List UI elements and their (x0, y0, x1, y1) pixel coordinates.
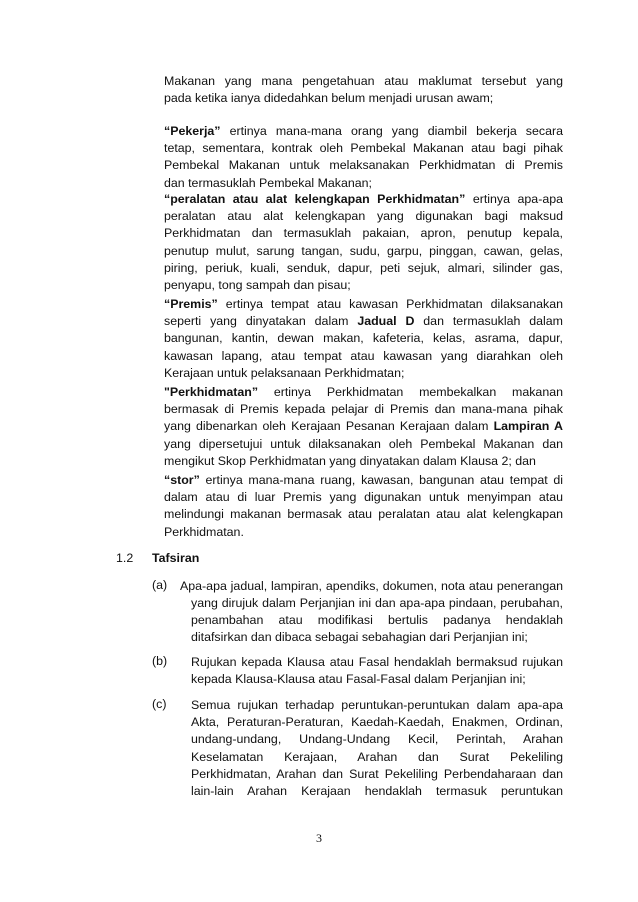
text-line: pada ketika ianya didedahkan belum menjadi urusan awam; (164, 91, 494, 106)
text-line: ertinya apa-apa (465, 192, 563, 206)
text-line: penyapu, tong sampah dan pisau; (164, 278, 351, 293)
text-line: kepada Klausa-Klausa atau Fasal-Fasal dalam Perjanjian ini; (191, 672, 526, 687)
text-line: ertinya mana-mana orang yang diambil bekerja secara (220, 124, 563, 138)
text-line: Pembekal Makanan untuk melaksanakan Perkhidmatan di Premis (164, 158, 563, 173)
text-line: tetap, sementara, kontrak oleh Pembekal Makanan atau bagi pihak (164, 141, 563, 156)
text-line: lain-lain Arahan Kerajaan hendaklah termasuk peruntukan (191, 784, 563, 799)
text-line: mengikut Skop Perkhidmatan yang dinyatakan dalam Klausa 2; dan (164, 453, 536, 468)
text-line: dan termasuklah Pembekal Makanan; (164, 175, 373, 190)
section-number: 1.2 (116, 551, 134, 565)
item-b-body (191, 654, 563, 688)
text-line: Kerajaan untuk pelaksanaan Perkhidmatan; (164, 365, 405, 380)
text-line: yang dibenarkan oleh Kerajaan Pesanan Kerajaan dalam (164, 419, 494, 434)
text-line: Makanan yang mana pengetahuan atau maklumat tersebut yang (164, 74, 563, 88)
text-line: kawasan lapang, atau tempat atau kawasan yang diarahkan oleh (164, 348, 563, 363)
text-line: bangunan, kantin, dewan makan, kafeteria, kelas, asrama, dapur, (164, 331, 563, 346)
bold-reference: Lampiran A (493, 419, 563, 434)
text-line: ertinya Perkhidmatan membekalkan makanan (258, 385, 563, 399)
text-line: penambahan atau modifikasi bertulis padanya hendaklah (191, 613, 563, 628)
item-label-c: (c) (152, 697, 167, 711)
text-line: melindungi makanan bermasak atau peralatan atau alat kelengkapan (164, 507, 563, 522)
text-line: Rujukan kepada Klausa atau Fasal hendaklah bermaksud rujukan (191, 655, 563, 669)
text-line: yang dipersetujui untuk dilaksanakan oleh Pembekal Makanan dan (164, 436, 563, 451)
defined-term: “Premis” (164, 297, 218, 311)
text-line: penutup mulut, sarung tangan, sudu, garpu, pinggan, cawan, gelas, (164, 243, 563, 258)
text-line: Keselamatan Kerajaan, Arahan dan Surat Pekeliling (191, 749, 563, 764)
text-line: ditafsirkan dan dibaca sebagai sebahagian dari Perjanjian ini; (191, 630, 528, 645)
item-a-body (180, 578, 563, 595)
defined-term: “stor” (164, 473, 200, 487)
text-line: dalam atau di luar Premis yang digunakan untuk menyimpan atau (164, 490, 563, 505)
text-line: seperti yang dinyatakan dalam (164, 314, 358, 329)
text-line: Semua rujukan terhadap peruntukan-peruntukan dalam apa-apa (191, 698, 563, 712)
definition-perkhidmatan (164, 384, 563, 470)
page-number: 3 (316, 831, 322, 845)
text-line: Apa-apa jadual, lampiran, apendiks, dokumen, nota atau penerangan (180, 579, 563, 593)
item-label-b: (b) (152, 654, 168, 668)
item-a-body-cont (191, 595, 563, 647)
defined-term: “peralatan atau alat kelengkapan Perkhidmatan” (164, 192, 466, 206)
text-line: Perkhidmatan. (164, 524, 244, 539)
text-line: bermasak di Premis kepada pelajar di Premis dan mana-mana pihak (164, 402, 563, 417)
definition-premis (164, 296, 563, 382)
definition-continuation (164, 73, 563, 107)
defined-term: “Pekerja” (164, 124, 221, 138)
text-line: peralatan atau alat kelengkapan yang digunakan bagi maksud (164, 209, 563, 224)
definition-pekerja (164, 123, 563, 192)
section-title: Tafsiran (152, 551, 200, 565)
text-line: yang dirujuk dalam Perjanjian ini dan apa-apa pindaan, perubahan, (191, 596, 563, 610)
text-line: ertinya mana-mana ruang, kawasan, bangunan atau tempat di (199, 473, 563, 487)
text-line: ertinya tempat atau kawasan Perkhidmatan dilaksanakan (217, 297, 563, 311)
defined-term: "Perkhidmatan” (164, 385, 259, 399)
text-line: dan termasuklah dalam (414, 314, 563, 329)
text-line: Perkhidmatan, Arahan dan Surat Pekeliling Perbendaharaan dan (191, 766, 563, 781)
text-line: undang-undang, Undang-Undang Kecil, Perintah, Arahan (191, 732, 563, 747)
definition-stor (164, 472, 563, 541)
text-line: Akta, Peraturan-Peraturan, Kaedah-Kaedah, Enakmen, Ordinan, (191, 715, 563, 730)
bold-reference: Jadual D (357, 314, 415, 329)
definition-peralatan (164, 191, 563, 294)
text-line: piring, periuk, kuali, senduk, dapur, peti sejuk, almari, silinder gas, (164, 260, 563, 275)
text-line: Perkhidmatan dan termasuklah pakaian, apron, penutup kepala, (164, 226, 563, 241)
item-c-body (191, 697, 563, 800)
item-label-a: (a) (152, 578, 168, 592)
